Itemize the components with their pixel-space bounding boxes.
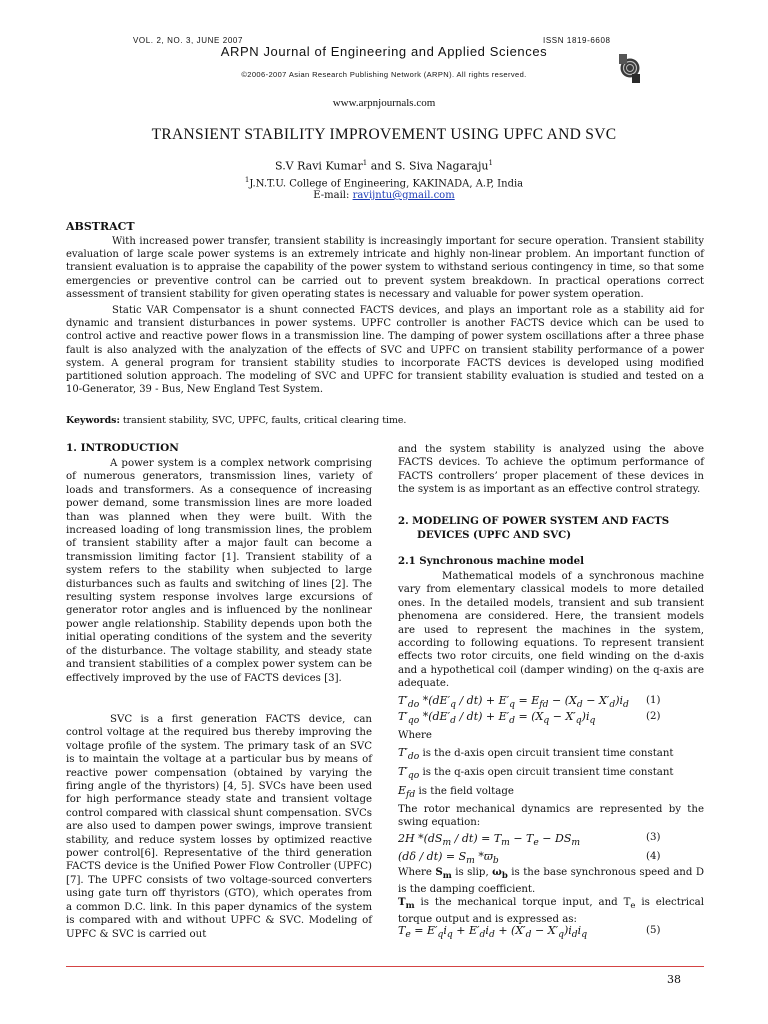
- intro-paragraph-1: A power system is a complex network comprising of numerous generators, transmission lines, variety of loads and transformers. As a consequence of increasing power demand, some transmission lines are more loaded than was planned when they were built. With the increased loading of long transmission lines, the problem of transient stability after a major fault can become a transmission limiting factor [1]. Transient stability of a system refers to the stability when subjected to large disturbances such as faults and switching of lines [2]. The resulting system response involves large excursions of generator rotor angles and is influenced by the nonlinear power angle relationship. Stability depends upon both the initial operating conditions of the system and the severity of the disturbance. The voltage stability, and steady state and transient stabilities of a complex power system can be effectively improved by the use of FACTS devices [3].: [66, 458, 372, 684]
- paper-title: TRANSIENT STABILITY IMPROVEMENT USING UPFC AND SVC: [151, 126, 617, 143]
- slip-definition-paragraph: Where $S_m$ is slip, $\omega_b$ is the base synchronous speed and D is the damping coefficient.: [398, 866, 704, 896]
- section-2-heading: [398, 514, 704, 542]
- copyright-notice: ©2006-2007 Asian Research Publishing Network (ARPN). All rights reserved.: [241, 70, 527, 79]
- volume-info: VOL. 2, NO. 3, JUNE 2007: [133, 36, 243, 45]
- equation-4: $(d\delta / dt) = S_m$ $*ϖ_b$: [398, 850, 499, 867]
- rotor-dynamics-paragraph: The rotor mechanical dynamics are represented by the swing equation:: [398, 804, 704, 829]
- affiliation-sup: 1: [244, 176, 250, 184]
- subsection-2-1-heading: 2.1 Synchronous machine model: [398, 555, 584, 567]
- issn-info: ISSN 1819-6608: [543, 36, 611, 45]
- torque-paragraph: $T_m$ is the mechanical torque input, and $T_e$ is electrical torque output and is expressed as:: [398, 896, 704, 926]
- keywords-label: Keywords:: [66, 415, 120, 426]
- abstract-paragraph-2: Static VAR Compensator is a shunt connected FACTS devices, and plays an important role as a stability aid for dynamic and transient disturbances in power systems. UPFC controller is another FACTS device which can be used to control active and reactive power flows in a transmission line. The damping of power system oscillations after a three phase fault is also analyzed with the analyzation of the effects of SVC and UPFC on transient stability performance of a power system. A general program for transient stability studies to incorporate FACTS devices is developed using modified partitioned solution approach. The modeling of SVC and UPFC for transient stability evaluation is studied and tested on a 10-Generator, 39 - Bus, New England Test System.: [66, 305, 704, 396]
- email-link[interactable]: ravijntu@gmail.com: [352, 190, 455, 201]
- affiliation: [0, 176, 768, 189]
- keywords: [66, 415, 704, 426]
- equation-2-label: (2): [646, 711, 661, 722]
- footer-rule: [66, 966, 704, 967]
- author-list: [0, 159, 768, 173]
- author-1-sup: 1: [362, 159, 368, 167]
- machine-model-paragraph: Mathematical models of a synchronous machine vary from elementary classical models to more detailed ones. In the detailed models, transient and sub transient phenomena are considered. Here, the transient models are used to represent the machines in the system, according to following equations. To represent transient effects two rotor circuits, one field winding on the d-axis and a hypothetical coil (damper winding) on the q-axis are adequate.: [398, 571, 704, 690]
- abstract-paragraph-1: With increased power transfer, transient stability is increasingly important for secure operation. Transient stability evaluation of large scale power systems is an extremely intricate and highly non-linear problem. An important function of transient evaluation is to appraise the capability of the power system to withstand serious contingency in time, so that some emergencies or preventive control can be carried out to prevent system breakdown. In practical operations correct assessment of transient stability for given operating states is necessary and valuable for power system operation.: [66, 236, 704, 300]
- author-2: and S. Siva Nagaraju: [367, 159, 489, 173]
- email-line: [0, 190, 768, 201]
- author-1: S.V Ravi Kumar: [275, 159, 363, 173]
- equation-3-label: (3): [646, 832, 661, 843]
- equation-5-label: (5): [646, 925, 661, 936]
- intro-continuation: and the system stability is analyzed using the above FACTS devices. To achieve the optimum performance of FACTS controllers’ proper placement of these devices in the system is as important as an effective control strategy.: [398, 444, 704, 496]
- section-2-heading-line-2: DEVICES (UPFC AND SVC): [417, 529, 572, 541]
- section-2-heading-line-1: 2. MODELING OF POWER SYSTEM AND FACTS: [398, 515, 670, 527]
- equation-5: $T_e = E'_qi_q + E'_di_d + (X'_d - X'_q)i_di_q$: [398, 924, 588, 941]
- equation-4-label: (4): [646, 851, 661, 862]
- author-2-sup: 1: [488, 159, 493, 167]
- intro-paragraph-2: SVC is a first generation FACTS device, can control voltage at the required bus thereby improving the voltage profile of the system. The primary task of an SVC is to maintain the voltage at a particular bus by means of reactive power compensation (obtained by varying the firing angle of the thyristors) [4, 5]. SVCs have been used for high performance steady state and transient voltage control compared with classical shunt compensation. SVCs are also used to dampen power swings, improve transient stability, and reduce system losses by optimized reactive power control[6]. Representative of the third generation FACTS device is the Unified Power Flow Controller (UPFC) [7]. The UPFC consists of two voltage-sourced converters using gate turn off thyristors (GTO), which operates from a common D.C. link. In this paper dynamics of the system is compared with and without UPFC & SVC. Modeling of UPFC & SVC is carried out: [66, 714, 372, 940]
- definition-tdo: $T'_{do}$ is the d-axis open circuit transient time constant: [398, 746, 674, 763]
- journal-name: ARPN Journal of Engineering and Applied Sciences: [220, 44, 548, 59]
- equation-3: 2H $*(dS_m / dt) = T_m - T_e - DS_m$: [398, 832, 581, 849]
- affiliation-text: J.N.T.U. College of Engineering, KAKINADA, A.P, India: [249, 178, 524, 190]
- equation-1-label: (1): [646, 695, 661, 706]
- arpn-logo: [619, 48, 641, 88]
- email-label: E-mail:: [313, 190, 353, 201]
- where-label: Where: [398, 730, 432, 741]
- definition-efd: $E_{fd}$ is the field voltage: [398, 784, 514, 801]
- abstract-heading: ABSTRACT: [66, 220, 135, 233]
- equation-2: $T'_{qo}$ $*(dE'_d / dt) + E'_d = (X_q - X'_q)i_q$: [398, 710, 596, 727]
- definition-tqo: $T'_{qo}$ is the q-axis open circuit transient time constant: [398, 765, 674, 782]
- equation-1: $T'_{do}$ $*(dE'_q / dt) + E'_q = E_{fd} - (X_d - X'_d)i_d$: [398, 694, 629, 711]
- journal-url[interactable]: www.arpnjournals.com: [332, 97, 436, 109]
- page-number: 38: [667, 973, 681, 986]
- keywords-text: transient stability, SVC, UPFC, faults, critical clearing time.: [119, 415, 407, 426]
- section-1-heading: 1. INTRODUCTION: [66, 442, 179, 454]
